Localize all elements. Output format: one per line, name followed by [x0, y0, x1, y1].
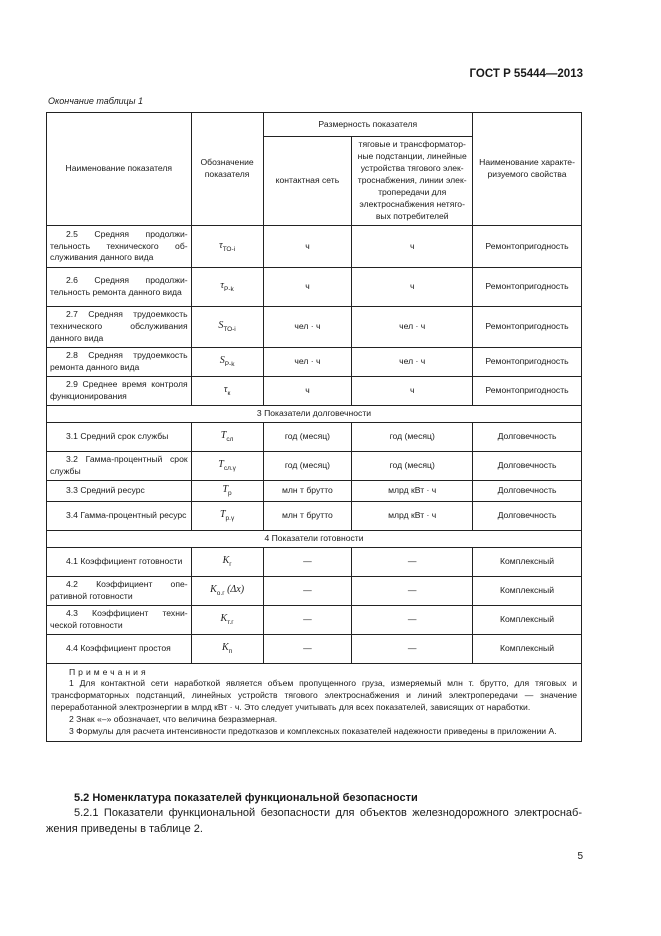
row-designation: [191, 480, 263, 501]
reliability-table: [46, 112, 582, 742]
row-property: Долговечность: [473, 451, 582, 480]
table-row: [47, 480, 582, 501]
row-designation: [191, 605, 263, 634]
table-row: [47, 605, 582, 634]
table-row: [47, 501, 582, 530]
document-id: ГОСТ Р 55444—2013: [469, 68, 583, 80]
section-durability: 3 Показатели долговечности: [47, 405, 582, 422]
symbol-subscript: Р-k: [224, 286, 234, 294]
symbol-subscript: ТО-i: [223, 325, 236, 333]
row-contact-unit: —: [263, 576, 352, 605]
row-contact-unit: млн т брутто: [263, 501, 352, 530]
symbol-subscript: п: [228, 647, 233, 655]
row-property: Ремонтопригодность: [473, 347, 582, 376]
symbol-subscript: о.г: [216, 589, 225, 597]
note-3: 3 Формулы для расчета интенсивности предотказов и комплексных показателей надежности приведены в приложении А.: [69, 725, 557, 736]
table-row: [47, 347, 582, 376]
row-contact-unit: год (месяц): [263, 422, 352, 451]
row-name: 4.1 Коэффициент готовности: [47, 547, 192, 576]
section-availability: 4 Показатели готовности: [47, 530, 582, 547]
row-contact-unit: —: [263, 547, 352, 576]
row-name: 2.9 Среднее время контроля функционирования: [47, 376, 192, 405]
head-dimension: Размерность показателя: [263, 113, 473, 137]
head-property: Наименование характеризуемого свойства: [473, 113, 582, 226]
table-row: [47, 422, 582, 451]
symbol-main: K: [210, 583, 217, 595]
row-traction-unit: —: [352, 634, 473, 663]
row-property: Комплексный: [473, 576, 582, 605]
symbol-subscript: сл: [226, 435, 234, 443]
row-name: 2.8 Средняя трудоемкость ремонта данного вида: [47, 347, 192, 376]
row-property: Ремонтопригодность: [473, 226, 582, 268]
row-contact-unit: год (месяц): [263, 451, 352, 480]
table-row: [47, 576, 582, 605]
row-traction-unit: млрд кВт · ч: [352, 480, 473, 501]
symbol-subscript: г: [229, 560, 232, 568]
table-row: [47, 451, 582, 480]
symbol-subscript: к: [227, 389, 231, 397]
section-heading: 5.2 Номенклатура показателей функциональной безопасности: [74, 792, 418, 804]
row-traction-unit: ч: [352, 376, 473, 405]
symbol-subscript: т.г: [227, 618, 234, 626]
symbol-main: τ: [223, 383, 228, 395]
table-row: [47, 268, 582, 307]
symbol-subscript: ТО-i: [222, 245, 236, 253]
symbol-main: T: [220, 429, 227, 441]
row-contact-unit: ч: [263, 226, 352, 268]
row-name: 2.7 Средняя трудоемкость технического обслуживания данного вида: [47, 307, 192, 348]
table-caption: Окончание таблицы 1: [48, 96, 143, 106]
head-name: Наименование показателя: [47, 113, 192, 226]
row-name: 4.3 Коэффициент технической готовности: [47, 605, 192, 634]
table-row: [47, 307, 582, 348]
row-property: Долговечность: [473, 422, 582, 451]
symbol-main: K: [222, 554, 230, 566]
row-traction-unit: —: [352, 547, 473, 576]
row-designation: [191, 422, 263, 451]
row-contact-unit: —: [263, 634, 352, 663]
symbol-main: S: [218, 319, 224, 331]
table-row: [47, 547, 582, 576]
row-name: 3.3 Средний ресурс: [47, 480, 192, 501]
symbol-main: τ: [220, 280, 224, 292]
symbol-main: S: [219, 354, 225, 366]
table-row: [47, 226, 582, 268]
row-traction-unit: —: [352, 605, 473, 634]
note-2: 2 Знак «–» обозначает, что величина безразмерная.: [69, 713, 278, 724]
row-traction-unit: —: [352, 576, 473, 605]
row-designation: [191, 347, 263, 376]
symbol-main: K: [220, 612, 228, 624]
symbol-main: T: [218, 458, 224, 470]
notes-title: Примечания: [69, 666, 149, 677]
symbol-subscript: сл.γ: [223, 464, 236, 472]
page-number: 5: [577, 851, 583, 862]
row-contact-unit: ч: [263, 268, 352, 307]
body-paragraph: 5.2.1 Показатели функциональной безопасности для объектов железнодорожного электроснабжения приведены в таблице 2.: [46, 807, 582, 835]
row-designation: [191, 307, 263, 348]
row-traction-unit: чел · ч: [352, 307, 473, 348]
row-property: Долговечность: [473, 501, 582, 530]
row-designation: [191, 226, 263, 268]
row-name: 2.6 Средняя продолжительность ремонта данного вида: [47, 268, 192, 307]
row-designation: [191, 547, 263, 576]
head-designation: Обозначение показателя: [191, 113, 263, 226]
row-property: Комплексный: [473, 634, 582, 663]
row-traction-unit: ч: [352, 268, 473, 307]
symbol-main: τ: [219, 239, 223, 251]
head-traction: тяговые и трансформаторные подстанции, линейные устройства тягового электроснабжения, линии электропередачи для электроснабжения нетяговых потребителей: [352, 137, 473, 226]
row-property: Комплексный: [473, 547, 582, 576]
row-property: Ремонтопригодность: [473, 268, 582, 307]
symbol-subscript: р.γ: [225, 514, 235, 522]
row-traction-unit: чел · ч: [352, 347, 473, 376]
row-name: 2.5 Средняя продолжительность технического обслуживания данного вида: [47, 226, 192, 268]
note-1: 1 Для контактной сети наработкой является объем пропущенного груза, измеряемый млн т. брутто, для тяговых и трансформаторных подстанций, линейных устройств тягового электроснабжения и линий электропередачи — значение переработанной электроэнергии в млрд кВт · ч. Это следует учитывать для всех показателей, зависящих от наработки.: [51, 678, 577, 713]
row-name: 4.4 Коэффициент простоя: [47, 634, 192, 663]
row-designation: [191, 634, 263, 663]
row-contact-unit: —: [263, 605, 352, 634]
table-row: [47, 634, 582, 663]
row-name: 3.1 Средний срок службы: [47, 422, 192, 451]
symbol-subscript: Р-k: [224, 360, 235, 368]
symbol-main: K: [221, 641, 229, 653]
symbol-main: T: [222, 483, 229, 495]
row-traction-unit: млрд кВт · ч: [352, 501, 473, 530]
row-traction-unit: год (месяц): [352, 451, 473, 480]
table-notes: [47, 663, 582, 741]
row-name: 3.4 Гамма-процентный ресурс: [47, 501, 192, 530]
row-property: Комплексный: [473, 605, 582, 634]
row-designation: [191, 576, 263, 605]
row-traction-unit: год (месяц): [352, 422, 473, 451]
row-name: 4.2 Коэффициент оперативной готовности: [47, 576, 192, 605]
row-name: 3.2 Гамма-процентный срок службы: [47, 451, 192, 480]
row-traction-unit: ч: [352, 226, 473, 268]
row-contact-unit: млн т брутто: [263, 480, 352, 501]
row-designation: [191, 451, 263, 480]
row-property: Ремонтопригодность: [473, 307, 582, 348]
row-contact-unit: чел · ч: [263, 347, 352, 376]
row-contact-unit: ч: [263, 376, 352, 405]
row-contact-unit: чел · ч: [263, 307, 352, 348]
row-designation: [191, 501, 263, 530]
symbol-subscript: р: [228, 489, 232, 497]
row-designation: [191, 376, 263, 405]
row-property: Долговечность: [473, 480, 582, 501]
row-designation: [191, 268, 263, 307]
symbol-main: T: [219, 508, 226, 520]
head-contact: контактная сеть: [263, 137, 352, 226]
table-row: [47, 376, 582, 405]
symbol-argument: (Δx): [224, 583, 245, 595]
row-property: Ремонтопригодность: [473, 376, 582, 405]
